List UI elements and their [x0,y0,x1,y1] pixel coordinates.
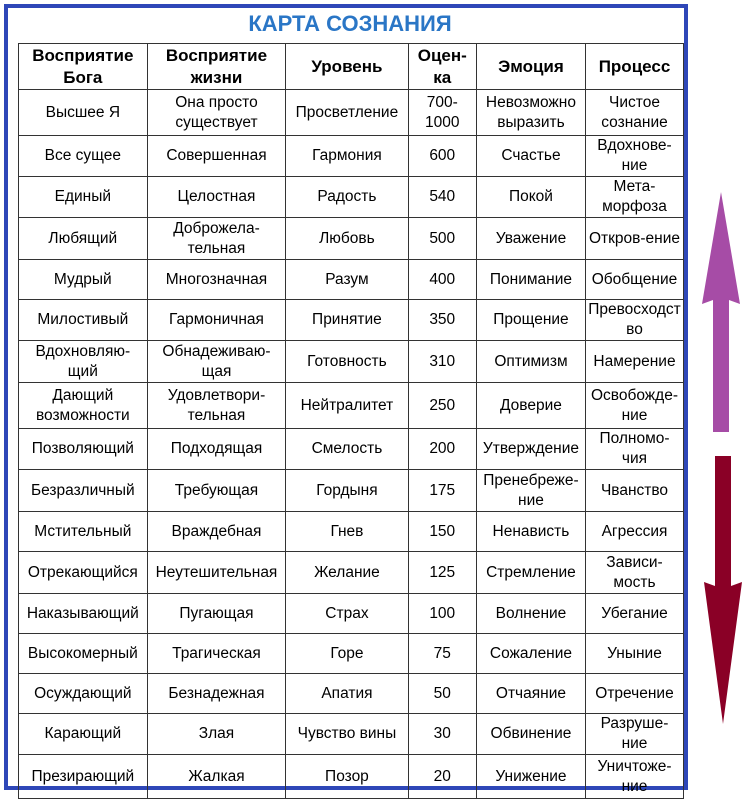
cell-god-perception: Дающий возможности [19,383,148,429]
cell-level: Чувство вины [286,714,408,755]
cell-level: Апатия [286,674,408,714]
table-row [19,552,684,594]
cell-score: 250 [408,383,476,429]
cell-level: Гнев [286,512,408,552]
cell-score: 75 [408,634,476,674]
cell-life-perception: Враждебная [147,512,286,552]
cell-life-perception: Жалкая [147,755,286,799]
cell-score: 400 [408,260,476,300]
table-row [19,594,684,634]
cell-emotion: Отчаяние [476,674,585,714]
table-row [19,512,684,552]
arrow-up-icon [702,192,740,432]
table-row [19,429,684,470]
cell-god-perception: Высокомерный [19,634,148,674]
cell-life-perception: Многозначная [147,260,286,300]
table-row [19,177,684,218]
cell-life-perception: Злая [147,714,286,755]
cell-process: Превосходст во [586,300,684,341]
cell-process: Освобожде-ние [586,383,684,429]
cell-score: 500 [408,218,476,260]
cell-score: 20 [408,755,476,799]
cell-score: 30 [408,714,476,755]
header-process: Процесс [586,44,684,90]
cell-life-perception: Обнадеживаю-щая [147,341,286,383]
table-row [19,136,684,177]
table-body [19,90,684,799]
cell-god-perception: Осуждающий [19,674,148,714]
cell-god-perception: Наказывающий [19,594,148,634]
cell-score: 350 [408,300,476,341]
arrow-down-icon [704,456,742,724]
header-level: Уровень [286,44,408,90]
cell-life-perception: Гармоничная [147,300,286,341]
cell-level: Принятие [286,300,408,341]
cell-score: 200 [408,429,476,470]
table-header-row [19,44,684,90]
cell-life-perception: Она просто существует [147,90,286,136]
cell-process: Намерение [586,341,684,383]
cell-level: Нейтралитет [286,383,408,429]
cell-emotion: Уважение [476,218,585,260]
cell-level: Смелость [286,429,408,470]
cell-emotion: Доверие [476,383,585,429]
cell-score: 310 [408,341,476,383]
table-row [19,341,684,383]
cell-emotion: Пренебреже-ние [476,470,585,512]
cell-emotion: Обвинение [476,714,585,755]
cell-process: Вдохнове-ние [586,136,684,177]
table-row [19,383,684,429]
table-row [19,300,684,341]
cell-god-perception: Презирающий [19,755,148,799]
cell-life-perception: Неутешительная [147,552,286,594]
cell-life-perception: Совершенная [147,136,286,177]
cell-level: Позор [286,755,408,799]
cell-score: 150 [408,512,476,552]
cell-life-perception: Пугающая [147,594,286,634]
cell-process: Чистое сознание [586,90,684,136]
cell-emotion: Невозможно выразить [476,90,585,136]
map-frame [4,4,688,795]
cell-level: Гордыня [286,470,408,512]
cell-god-perception: Карающий [19,714,148,755]
cell-god-perception: Все сущее [19,136,148,177]
cell-life-perception: Целостная [147,177,286,218]
cell-level: Разум [286,260,408,300]
cell-god-perception: Мудрый [19,260,148,300]
cell-god-perception: Мстительный [19,512,148,552]
cell-life-perception: Безнадежная [147,674,286,714]
header-god-perception: Восприятие Бога [19,44,148,90]
cell-emotion: Волнение [476,594,585,634]
cell-life-perception: Требующая [147,470,286,512]
cell-level: Желание [286,552,408,594]
cell-process: Мета-морфоза [586,177,684,218]
cell-level: Готовность [286,341,408,383]
cell-process: Уныние [586,634,684,674]
cell-emotion: Понимание [476,260,585,300]
table-row [19,674,684,714]
cell-god-perception: Позволяющий [19,429,148,470]
page-title: КАРТА СОЗНАНИЯ [248,11,452,36]
cell-process: Откров-ение [586,218,684,260]
cell-emotion: Стремление [476,552,585,594]
table-row [19,90,684,136]
cell-life-perception: Доброжела-тельная [147,218,286,260]
cell-god-perception: Вдохновляю-щий [19,341,148,383]
cell-process: Убегание [586,594,684,634]
cell-process: Зависи-мость [586,552,684,594]
table-row [19,470,684,512]
cell-score: 540 [408,177,476,218]
cell-score: 700-1000 [408,90,476,136]
cell-emotion: Утверждение [476,429,585,470]
cell-life-perception: Трагическая [147,634,286,674]
consciousness-table [18,43,684,799]
cell-process: Агрессия [586,512,684,552]
cell-emotion: Прощение [476,300,585,341]
cell-process: Обобщение [586,260,684,300]
cell-score: 100 [408,594,476,634]
cell-process: Отречение [586,674,684,714]
cell-score: 175 [408,470,476,512]
header-score: Оцен-ка [408,44,476,90]
cell-level: Горе [286,634,408,674]
table-row [19,755,684,799]
header-life-perception: Восприятие жизни [147,44,286,90]
cell-score: 50 [408,674,476,714]
cell-emotion: Покой [476,177,585,218]
cell-process: Разруше-ние [586,714,684,755]
cell-process: Чванство [586,470,684,512]
cell-god-perception: Высшее Я [19,90,148,136]
cell-level: Просветление [286,90,408,136]
table-row [19,634,684,674]
cell-god-perception: Безразличный [19,470,148,512]
cell-life-perception: Подходящая [147,429,286,470]
cell-score: 600 [408,136,476,177]
cell-level: Любовь [286,218,408,260]
table-row [19,218,684,260]
cell-god-perception: Отрекающийся [19,552,148,594]
table-row [19,714,684,755]
cell-level: Радость [286,177,408,218]
cell-level: Страх [286,594,408,634]
cell-god-perception: Любящий [19,218,148,260]
cell-score: 125 [408,552,476,594]
cell-life-perception: Удовлетвори-тельная [147,383,286,429]
cell-emotion: Оптимизм [476,341,585,383]
cell-god-perception: Единый [19,177,148,218]
cell-emotion: Унижение [476,755,585,799]
cell-process: Уничтоже-ние [586,755,684,799]
cell-emotion: Ненависть [476,512,585,552]
cell-emotion: Счастье [476,136,585,177]
cell-god-perception: Милостивый [19,300,148,341]
cell-process: Полномо-чия [586,429,684,470]
cell-level: Гармония [286,136,408,177]
header-emotion: Эмоция [476,44,585,90]
cell-emotion: Сожаление [476,634,585,674]
table-row [19,260,684,300]
